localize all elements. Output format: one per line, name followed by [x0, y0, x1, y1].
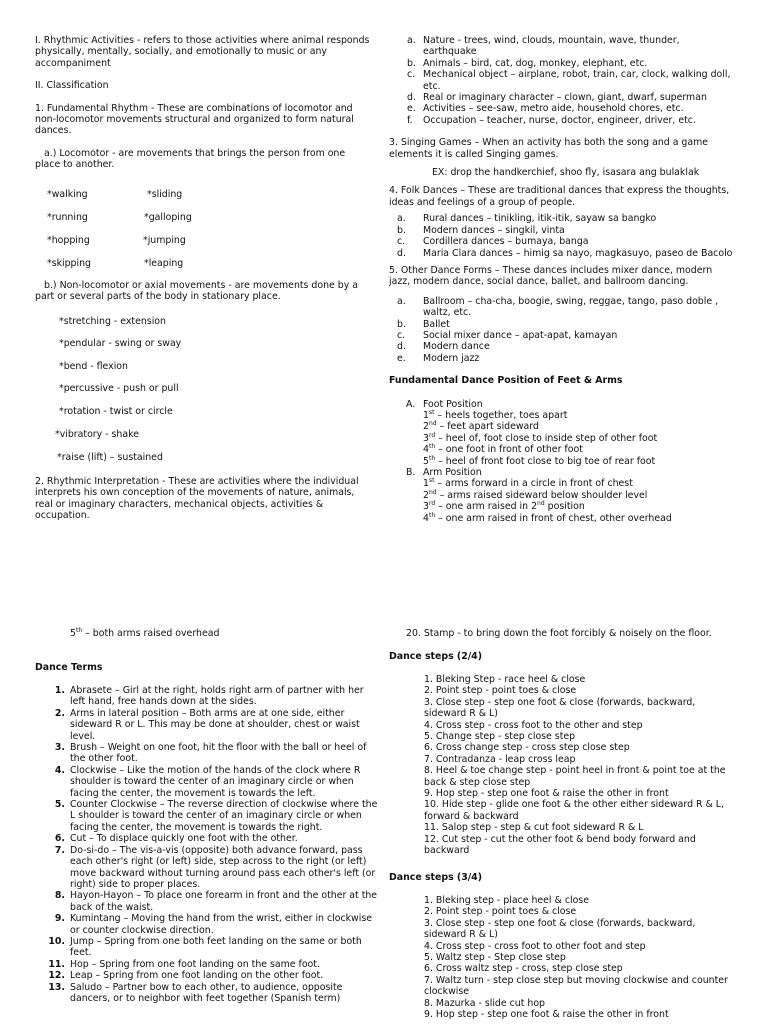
arm-position-title: Arm Position	[423, 467, 482, 478]
list-item: c. Cordillera dances – bumaya, banga	[397, 236, 589, 248]
classification-heading: II. Classification	[35, 80, 109, 92]
singing-games-example: EX: drop the handkerchief, shoo fly, isasara ang bulaklak	[432, 167, 700, 179]
dance-term-item: 2. Arms in lateral position – Both arms are at one side, either sideward R or L. This may be done at shoulder, chest or waist level.	[54, 707, 360, 742]
dance-term-item: 4. Clockwise – Like the motion of the hands of the clock where R shoulder is toward the center of an imaginary circle or when facing the center, the movement is towards the left.	[54, 764, 361, 799]
singing-games-paragraph: 3. Singing Games – When an activity has both the song and a game elements it is called Singing games.	[389, 137, 709, 160]
stamp-term: 20. Stamp - to bring down the foot forcibly & noisely on the floor.	[406, 628, 712, 639]
list-item: a. Nature - trees, wind, clouds, mountain, wave, thunder, earthquake	[407, 35, 680, 58]
list-item: c. Social mixer dance – apat-apat, kamayan	[397, 329, 618, 341]
dance-step-item: 5. Waltz step - Step close step	[424, 952, 566, 964]
dance-term-item: 1. Abrasete – Girl at the right, holds right arm of partner with her left hand, free hands down at the sides.	[54, 685, 364, 708]
dance-step-item: 12. Cut step - cut the other foot & bend body forward and backward	[424, 833, 696, 857]
list-item: b. Animals – bird, cat, dog, monkey, elephant, etc.	[407, 57, 648, 69]
dance-step-item: 5. Change step - step close step	[424, 731, 576, 743]
locomotor-item: *running	[47, 212, 88, 223]
dance-term-item: 10. Jump – Spring from one both feet landing on the same or both feet.	[48, 935, 362, 959]
non-locomotor-item: *bend - flexion	[59, 361, 128, 372]
foot-position-item: 1st – heels together, toes apart	[423, 408, 568, 421]
dance-step-item: 8. Mazurka - slide cut hop	[424, 997, 546, 1009]
list-item: b. Modern dances – singkil, vinta	[397, 224, 565, 236]
list-item: a. Rural dances – tinikling, itik-itik, sayaw sa bangko	[397, 213, 657, 225]
dance-step-item: 6. Cross change step - cross step close step	[424, 742, 630, 754]
dance-step-item: 4. Cross step - cross foot to other foot and step	[424, 940, 646, 952]
list-marker: A.	[406, 398, 416, 410]
dance-step-item: 3. Close step - step one foot & close (forwards, backward, sideward R & L)	[424, 696, 696, 720]
arm-position-section	[389, 467, 734, 524]
non-locomotor-item: *pendular - swing or sway	[59, 338, 182, 349]
dance-step-item: 6. Cross waltz step - cross, step close step	[424, 963, 623, 975]
rhythmic-interpretation-paragraph: 2. Rhythmic Interpretation - These are activities where the individual interprets his own conception of the movements of nature, animals, real or imaginary characters, mechanical objects, activities & occupation.	[35, 476, 359, 522]
dance-term-item: 6. Cut – To displace quickly one foot with the other.	[54, 833, 298, 845]
foot-position-title: Foot Position	[423, 398, 483, 410]
arm-position-item: 4th – one arm raised in front of chest, other overhead	[423, 511, 672, 524]
dance-step-item: 2. Point step - point toes & close	[424, 685, 577, 697]
list-item: b. Ballet	[397, 318, 450, 330]
dance-term-item: 5. Counter Clockwise – The reverse direction of clockwise where the L shoulder is toward the center of an imaginary circle or when facing the center, the movement is towards the right.	[54, 799, 378, 833]
foot-position-item: 5th – heel of front foot close to big toe of rear foot	[423, 454, 656, 467]
dance-step-item: 7. Waltz turn - step close step but moving clockwise and counter clockwise	[424, 974, 728, 998]
locomotor-row	[47, 189, 183, 200]
dance-step-item: 3. Close step - step one foot & close (forwards, backward, sideward R & L)	[424, 917, 696, 941]
foot-position-item: 3rd – heel of, foot close to inside step of other foot	[423, 431, 658, 444]
dance-steps-24-list	[424, 674, 739, 857]
dance-terms-list	[35, 685, 378, 1004]
list-item: e. Activities – see-saw, metro aide, household chores, etc.	[407, 103, 684, 115]
non-locomotor-item: *rotation - twist or circle	[59, 406, 173, 417]
locomotor-paragraph: a.) Locomotor - are movements that brings the person from one place to another.	[35, 147, 346, 171]
list-item: c. Mechanical object – airplane, robot, train, car, clock, walking doll, etc.	[407, 69, 731, 92]
dance-terms-heading: Dance Terms	[35, 662, 103, 673]
dance-step-item: 2. Point step - point toes & close	[424, 906, 577, 918]
dance-step-item: 1. Bleking Step - race heel & close	[424, 674, 586, 685]
folk-dances-paragraph: 4. Folk Dances – These are traditional dances that express the thoughts, ideas and feelings of a group of people.	[389, 185, 730, 208]
foot-position-section	[389, 399, 734, 467]
locomotor-item: *jumping	[143, 235, 186, 246]
dance-term-item: 9. Kumintang – Moving the hand from the wrist, either in clockwise or counter clockwise direction.	[54, 913, 372, 936]
dance-steps-34-list	[424, 895, 739, 1020]
dance-step-item: 11. Salop step - step & cut foot sideward R & L	[424, 822, 644, 834]
non-locomotor-paragraph: b.) Non-locomotor or axial movements - are movements done by a part or several parts of the body in stationary place.	[35, 280, 359, 303]
other-dance-forms-paragraph: 5. Other Dance Forms – These dances includes mixer dance, modern jazz, modern dance, social dance, ballet, and ballroom dancing.	[389, 264, 713, 288]
locomotor-row	[47, 235, 186, 246]
arm-position-item: 3rd – one arm raised in 2nd position	[423, 500, 585, 513]
arm-position-item: 1st – arms forward in a circle in front of chest	[423, 477, 633, 490]
dance-term-item: 13. Saludo – Partner bow to each other, to audience, opposite dancers, or to neighbor with feet together (Spanish term)	[48, 981, 343, 1004]
list-item: d. Maria Clara dances – himig sa nayo, magkasuyo, paseo de Bacolo	[397, 247, 733, 259]
dance-step-item: 9. Hop step - step one foot & raise the other in front	[424, 1009, 669, 1021]
dance-step-item: 1. Bleking step - place heel & close	[424, 895, 589, 906]
dance-step-item: 7. Contradanza - leap cross leap	[424, 753, 576, 765]
non-locomotor-item: *vibratory - shake	[55, 429, 139, 440]
folk-dances-list	[389, 213, 734, 259]
dance-step-item: 10. Hide step - glide one foot & the other either sideward R & L, forward & backward	[424, 799, 725, 822]
dance-term-item: 11. Hop – Spring from one foot landing on the same foot.	[48, 958, 320, 970]
fifth-arm-position: 5th – both arms raised overhead	[70, 626, 220, 639]
right-top-column	[389, 35, 734, 524]
locomotor-item: *leaping	[144, 258, 184, 269]
rhythmic-activities-definition: I. Rhythmic Activities - refers to those activities where animal responds physically, mentally, socially, and emotionally to music or any accompaniment	[35, 35, 370, 69]
dance-step-item: 8. Heel & toe change step - point heel in front & point toe at the back & step close step	[424, 765, 726, 788]
non-locomotor-item: *stretching - extension	[59, 316, 166, 327]
fundamental-rhythm-paragraph: 1. Fundamental Rhythm - These are combinations of locomotor and non-locomotor movements structural and organized to form natural dances.	[35, 102, 354, 137]
foot-position-item: 2nd – feet apart sideward	[423, 420, 539, 433]
fundamental-positions-heading: Fundamental Dance Position of Feet & Arms	[389, 375, 623, 387]
locomotor-row	[47, 258, 184, 269]
non-locomotor-item: *percussive - push or pull	[59, 383, 179, 394]
list-item: f. Occupation – teacher, nurse, doctor, engineer, driver, etc.	[407, 114, 696, 126]
interpretation-list	[389, 35, 734, 126]
list-item: e. Modern jazz	[397, 352, 480, 364]
list-item: d. Real or imaginary character – clown, giant, dwarf, superman	[407, 92, 707, 104]
locomotor-row	[47, 212, 192, 223]
dance-term-item: 12. Leap – Spring from one foot landing on the other foot.	[48, 970, 324, 982]
left-top-column	[35, 35, 370, 171]
dance-steps-34-heading: Dance steps (3/4)	[389, 872, 482, 883]
dance-term-item: 7. Do-si-do – The vis-a-vis (opposite) both advance forward, pass each other's right (or left) side, step across to the right (or left) move backward without turning around pass each other's left (or right) side to proper places.	[54, 844, 376, 890]
dance-steps-24-heading: Dance steps (2/4)	[389, 651, 482, 662]
non-locomotor-item: *raise (lift) – sustained	[57, 452, 163, 463]
locomotor-item: *galloping	[144, 212, 192, 223]
dance-term-item: 8. Hayon-Hayon – To place one forearm in front and the other at the back of the waist.	[54, 890, 378, 913]
other-dance-forms-list	[389, 296, 734, 364]
list-marker: B.	[406, 467, 416, 478]
dance-step-item: 9. Hop step - step one foot & raise the other in front	[424, 788, 669, 800]
locomotor-item: *skipping	[47, 258, 92, 269]
foot-position-item: 4th – one foot in front of other foot	[423, 443, 583, 456]
locomotor-item: *walking	[47, 189, 88, 200]
list-item: d. Modern dance	[397, 341, 490, 353]
dance-term-item: 3. Brush – Weight on one foot, hit the floor with the ball or heel of the other foot.	[54, 742, 367, 765]
dance-step-item: 4. Cross step - cross foot to the other and step	[424, 719, 643, 731]
list-item: a. Ballroom – cha-cha, boogie, swing, reggae, tango, paso doble , waltz, etc.	[397, 295, 719, 319]
arm-position-item: 2nd – arms raised sideward below shoulder level	[423, 488, 648, 501]
locomotor-item: *hopping	[47, 235, 90, 246]
locomotor-item: *sliding	[147, 189, 183, 200]
